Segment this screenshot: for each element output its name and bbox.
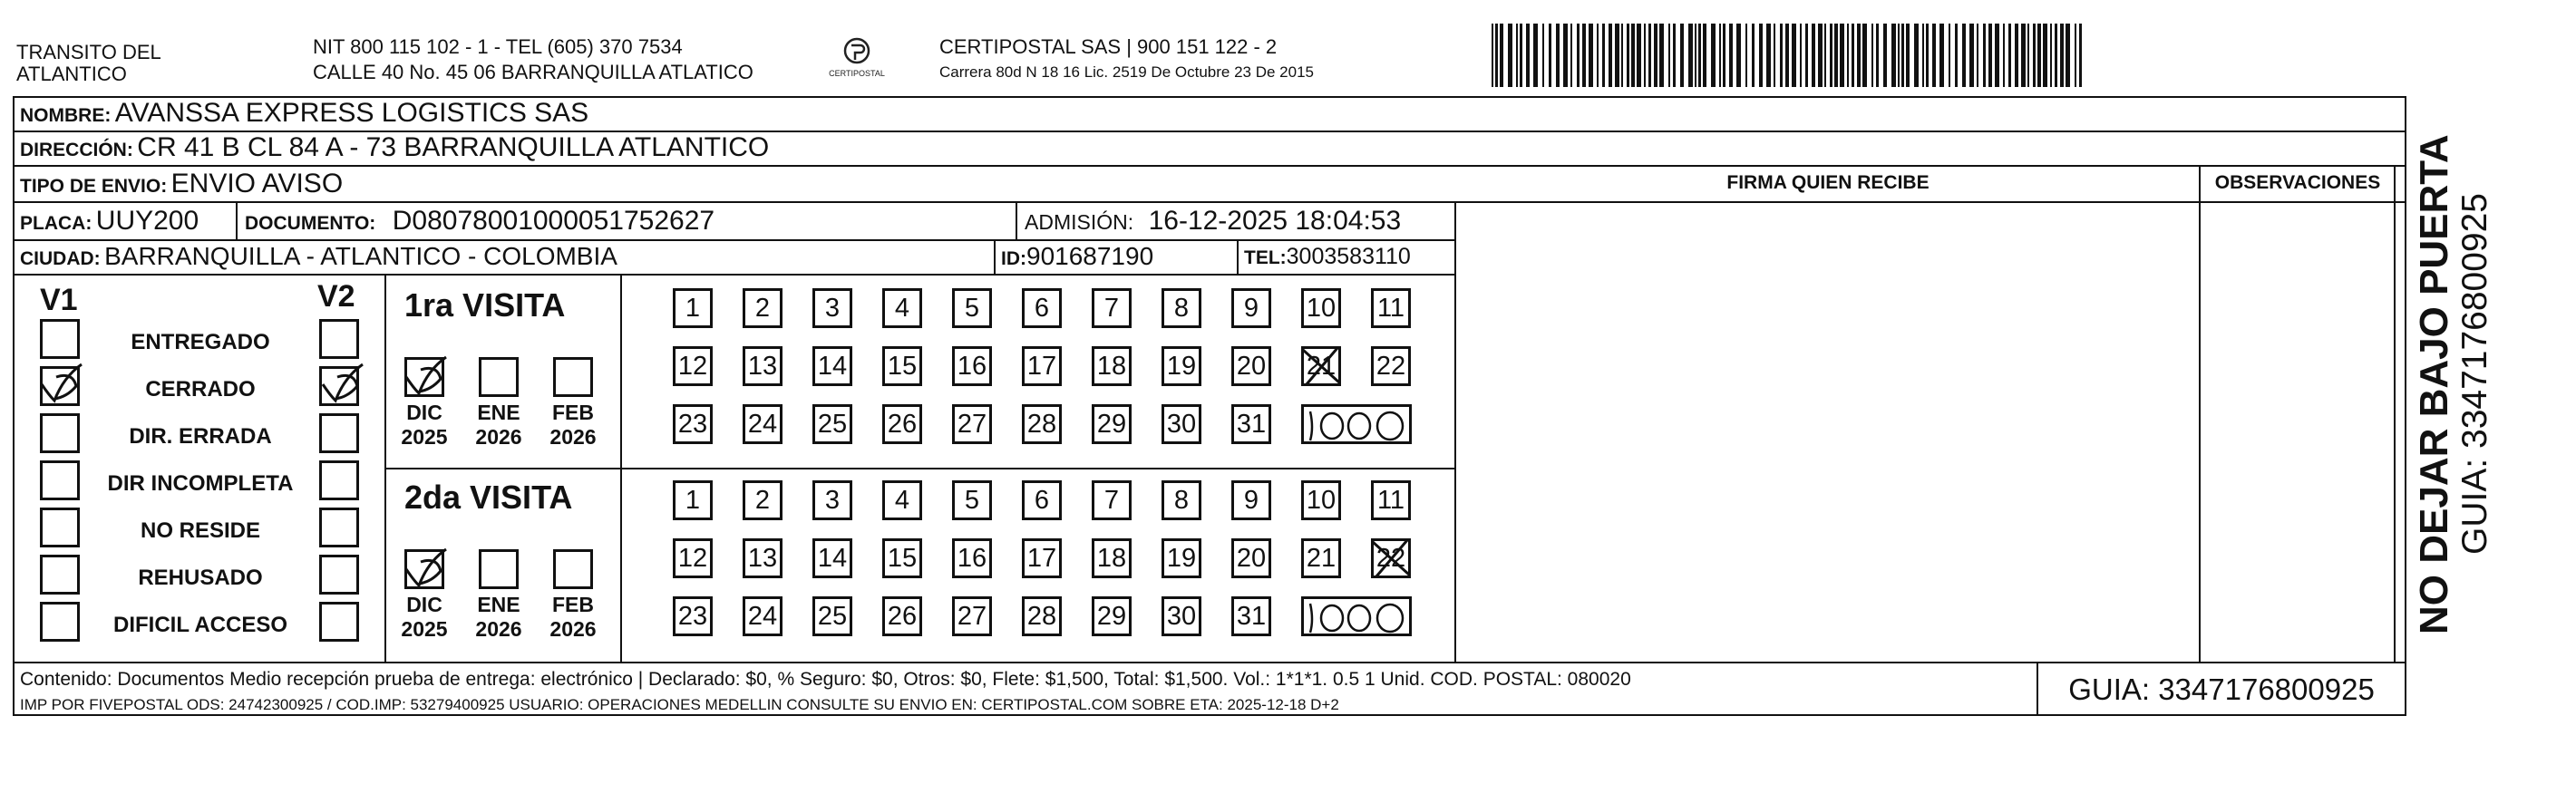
month-checkbox[interactable] [404,357,444,397]
barcode-bar [1983,24,1986,87]
status-label: DIR. ERRADA [129,424,272,449]
month-label: FEB 2026 [549,593,597,641]
org-name-line1: TRANSITO DEL [16,41,161,63]
day-box[interactable]: 29 [1092,596,1132,636]
barcode-bar [1949,24,1950,87]
month-checkbox[interactable] [479,357,519,397]
barcode-bar [1729,24,1733,87]
day-box[interactable]: 19 [1162,538,1201,578]
barcode-bar [1533,24,1538,87]
nombre-label: NOMBRE: [20,105,112,126]
barcode-bar [1876,24,1879,87]
second-visit-title: 2da VISITA [404,479,573,516]
barcode-bar [1680,24,1684,87]
status-label: DIR INCOMPLETA [107,471,294,496]
day-box[interactable]: 2 [743,288,783,328]
barcode-bar [1752,24,1755,87]
year-write-box[interactable] [1301,596,1412,636]
day-box[interactable]: 3 [812,480,852,520]
day-box[interactable]: 22 [1371,346,1411,386]
barcode-bar [1668,24,1670,87]
barcode-bar [1736,24,1741,87]
tel-cell [1244,244,1411,270]
day-box[interactable]: 5 [952,288,992,328]
barcode-bar [1644,24,1646,87]
day-box[interactable]: 6 [1022,480,1062,520]
barcode-bar [1673,24,1676,87]
day-box[interactable]: 30 [1162,404,1201,444]
license-line: Carrera 80d N 18 16 Lic. 2519 De Octubre 23 De 2015 [939,63,1314,81]
barcode-bar [2003,24,2005,87]
day-box[interactable]: 3 [812,288,852,328]
barcode-bar [1766,24,1771,87]
day-box[interactable]: 28 [1022,404,1062,444]
day-box[interactable]: 17 [1022,346,1062,386]
barcode-bar [1932,24,1936,87]
barcode-bar [1805,24,1808,87]
address-line: CALLE 40 No. 45 06 BARRANQUILLA ATLATICO [313,61,753,83]
direccion-label: DIRECCIÓN: [20,140,133,160]
barcode-bar [1847,24,1849,87]
direccion-value: CR 41 B CL 84 A - 73 BARRANQUILLA ATLANTICO [137,132,770,162]
barcode-bar [2033,24,2036,87]
barcode-bar [2021,24,2026,87]
day-box[interactable]: 26 [882,404,922,444]
id-value: 901687190 [1026,242,1154,270]
day-box[interactable]: 9 [1231,288,1271,328]
tipo-envio-value: ENVIO AVISO [170,169,344,198]
barcode-bar [1862,24,1867,87]
v1-checkbox[interactable] [40,555,80,595]
barcode-bar [1834,24,1838,87]
barcode-bar [2008,24,2011,87]
day-box[interactable]: 1 [673,480,713,520]
tel-label: TEL: [1244,247,1287,268]
status-label: CERRADO [145,377,256,402]
day-box[interactable]: 29 [1092,404,1132,444]
nit-line: NIT 800 115 102 - 1 - TEL (605) 370 7534 [313,35,683,58]
barcode-bar [1914,24,1919,87]
barcode-bar [2015,24,2018,87]
barcode-bar [1906,24,1910,87]
v1-label: V1 [40,283,78,317]
barcode-bar [1516,24,1518,87]
v1-checkbox[interactable] [40,319,80,359]
day-box[interactable]: 9 [1231,480,1271,520]
status-label: NO RESIDE [140,518,261,543]
barcode-bar [1695,24,1696,87]
day-box[interactable]: 2 [743,480,783,520]
day-box[interactable]: 8 [1162,288,1201,328]
day-box[interactable]: 16 [952,346,992,386]
day-box[interactable]: 10 [1301,288,1341,328]
month-label: FEB 2026 [549,401,597,449]
admision-value: 16-12-2025 18:04:53 [1148,206,1402,236]
month-checkbox[interactable] [479,549,519,589]
day-box[interactable]: 6 [1022,288,1062,328]
barcode-bar [1969,24,1974,87]
barcode-bar [2027,24,2029,87]
barcode-bar [1745,24,1747,87]
ciudad-label: CIUDAD: [20,248,101,269]
ciudad-cell [20,242,617,271]
barcode-bar [1852,24,1854,87]
day-box[interactable]: 21 [1301,346,1341,386]
v2-checkbox[interactable] [319,555,359,595]
barcode-bar [1818,24,1823,87]
barcode-bar [1549,24,1551,87]
barcode-bar [1824,24,1826,87]
documento-value: D08078001000051752627 [392,206,715,236]
month-label: ENE 2026 [475,401,522,449]
barcode-bar [1582,24,1586,87]
barcode-bar [1597,24,1599,87]
barcode-bar [2075,24,2076,87]
month-checkbox[interactable] [404,549,444,589]
day-box[interactable]: 24 [743,404,783,444]
barcode-bar [1812,24,1815,87]
nombre-row [20,98,588,129]
v1-checkbox[interactable] [40,366,80,406]
barcode-bar [1901,24,1904,87]
month-checkbox[interactable] [553,357,593,397]
barcode-bar [1977,24,1978,87]
day-box[interactable]: 23 [673,404,713,444]
first-visit-title: 1ra VISITA [404,286,566,324]
barcode-bar [1577,24,1580,87]
barcode-bar [1759,24,1763,87]
barcode-bar [1926,24,1929,87]
barcode-bar [1830,24,1832,87]
barcode-bar [1495,24,1498,87]
barcode-bar [1955,24,1958,87]
v2-label: V2 [317,279,355,314]
barcode-bar [1563,24,1568,87]
barcode-bar [1792,24,1796,87]
placa-value: UUY200 [95,206,199,236]
barcode-bar [1570,24,1572,87]
footer-guia: GUIA: 3347176800925 [2068,672,2375,706]
barcode-bar [1589,24,1593,87]
barcode-bar [1774,24,1775,87]
tipo-envio-row [20,169,343,199]
day-box[interactable]: 31 [1231,404,1271,444]
status-label: ENTREGADO [131,330,270,354]
day-box[interactable]: 23 [673,596,713,636]
barcode-bar [1627,24,1629,87]
day-box[interactable]: 20 [1231,538,1271,578]
day-box[interactable]: 10 [1301,480,1341,520]
day-box[interactable]: 7 [1092,288,1132,328]
day-box[interactable]: 25 [812,596,852,636]
day-box[interactable]: 18 [1092,346,1132,386]
barcode-bar [1988,24,1992,87]
day-box[interactable]: 14 [812,538,852,578]
barcode-bar [2060,24,2064,87]
day-box[interactable]: 22 [1371,538,1411,578]
day-box[interactable]: 4 [882,480,922,520]
v1-checkbox[interactable] [40,508,80,547]
v1-checkbox[interactable] [40,460,80,500]
side-guia: GUIA: 3347176800925 [2455,193,2494,555]
barcode-bar [1520,24,1522,87]
barcode-bar [1602,24,1605,87]
barcode-bar [2055,24,2057,87]
day-box[interactable]: 5 [952,480,992,520]
day-box[interactable]: 18 [1092,538,1132,578]
barcode-bar [2037,24,2041,87]
barcode-bar [2050,24,2052,87]
barcode-bar [1922,24,1924,87]
barcode-bar [1609,24,1612,87]
day-box[interactable]: 19 [1162,346,1201,386]
certipostal-logo [816,34,898,85]
day-box[interactable]: 27 [952,404,992,444]
v2-checkbox[interactable] [319,319,359,359]
side-warning: NO DEJAR BAJO PUERTA [2412,134,2456,634]
day-box[interactable]: 13 [743,346,783,386]
status-label: REHUSADO [138,566,263,590]
barcode-bar [1883,24,1887,87]
barcode-bar [1621,24,1623,87]
barcode-bar [1500,24,1503,87]
barcode-bar [1648,24,1651,87]
day-box[interactable]: 4 [882,288,922,328]
barcode-bar [1508,24,1512,87]
direccion-row [20,132,769,163]
day-box[interactable]: 30 [1162,596,1201,636]
v2-checkbox[interactable] [319,602,359,642]
day-box[interactable]: 26 [882,596,922,636]
barcode-bar [1785,24,1789,87]
ciudad-value: BARRANQUILLA - ATLANTICO - COLOMBIA [104,242,617,270]
barcode-bar [1995,24,1999,87]
day-box[interactable]: 8 [1162,480,1201,520]
barcode-bar [1898,24,1900,87]
day-box[interactable]: 16 [952,538,992,578]
documento-label: DOCUMENTO: [245,213,376,234]
barcode-bar [1891,24,1896,87]
day-box[interactable]: 14 [812,346,852,386]
barcode-bar [1719,24,1721,87]
company-line: CERTIPOSTAL SAS | 900 151 122 - 2 [939,35,1278,58]
barcode-bar [1857,24,1861,87]
v1-checkbox[interactable] [40,602,80,642]
org-name-line2: ATLANTICO [16,63,127,85]
observaciones-header: OBSERVACIONES [2214,172,2381,193]
barcode-bar [2079,24,2082,87]
svg-text:CERTIPOSTAL: CERTIPOSTAL [829,69,885,78]
barcode-bar [1688,24,1693,87]
v2-checkbox[interactable] [319,413,359,453]
day-box[interactable]: 11 [1371,480,1411,520]
day-box[interactable]: 31 [1231,596,1271,636]
v2-checkbox[interactable] [319,460,359,500]
admision-label: ADMISIÓN: [1025,210,1134,234]
barcode-bar [1840,24,1844,87]
barcode-bar [1723,24,1725,87]
year-write-box[interactable] [1301,404,1412,444]
day-box[interactable]: 28 [1022,596,1062,636]
day-box[interactable]: 15 [882,538,922,578]
barcode-bar [1615,24,1619,87]
barcode-bar [1698,24,1701,87]
barcode-bar [1659,24,1664,87]
id-cell [1001,242,1153,271]
day-box[interactable]: 13 [743,538,783,578]
nombre-value: AVANSSA EXPRESS LOGISTICS SAS [114,98,589,128]
contenido-line: Contenido: Documentos Medio recepción prueba de entrega: electrónico | Declarado: $0, % Seguro: $0, Otros: $0, Flete: $1,500, Total: $1,500. Vol.: 1*1*1. 0.5 1 Unid. COD. POSTAL: 080020 [20,669,1631,690]
barcode-bar [1800,24,1802,87]
month-label: DIC 2025 [401,593,448,641]
day-box[interactable]: 11 [1371,288,1411,328]
firma-header: FIRMA QUIEN RECIBE [1726,172,1930,193]
barcode-bar [1637,24,1641,87]
day-box[interactable]: 7 [1092,480,1132,520]
day-box[interactable]: 15 [882,346,922,386]
v1-checkbox[interactable] [40,413,80,453]
barcode-bar [1526,24,1530,87]
id-label: ID: [1001,248,1026,269]
month-checkbox[interactable] [553,549,593,589]
day-box[interactable]: 17 [1022,538,1062,578]
tel-value: 3003583110 [1286,244,1411,269]
status-label: DIFICIL ACCESO [112,613,287,637]
barcode-bar [1703,24,1706,87]
placa-label: PLACA: [20,213,92,234]
day-box[interactable]: 24 [743,596,783,636]
admision-cell [1025,206,1401,237]
barcode-bar [2066,24,2070,87]
v2-checkbox[interactable] [319,366,359,406]
day-box[interactable]: 12 [673,346,713,386]
month-label: ENE 2026 [475,593,522,641]
day-box[interactable]: 25 [812,404,852,444]
barcode-bar [1871,24,1873,87]
barcode-bar [1780,24,1783,87]
day-box[interactable]: 1 [673,288,713,328]
tipo-envio-label: TIPO DE ENVIO: [20,176,168,197]
placa-cell [20,206,199,237]
barcode [1492,24,2090,87]
month-label: DIC 2025 [401,401,448,449]
barcode-bar [1711,24,1716,87]
barcode-bar [1542,24,1544,87]
barcode-bar [2043,24,2047,87]
v2-checkbox[interactable] [319,508,359,547]
barcode-bar [1556,24,1560,87]
day-box[interactable]: 27 [952,596,992,636]
barcode-bar [1962,24,1966,87]
barcode-bar [1939,24,1944,87]
barcode-bar [1492,24,1493,87]
day-box[interactable]: 21 [1301,538,1341,578]
day-box[interactable]: 12 [673,538,713,578]
imp-line: IMP POR FIVEPOSTAL ODS: 24742300925 / COD.IMP: 53279400925 USUARIO: OPERACIONES MEDELLIN CONSULTE SU ENVIO EN: CERTIPOSTAL.COM SOBRE ETA: 2025-12-18 D+2 [20,696,1339,713]
documento-cell [245,206,714,237]
day-box[interactable]: 20 [1231,346,1271,386]
barcode-bar [1631,24,1635,87]
barcode-bar [1654,24,1657,87]
